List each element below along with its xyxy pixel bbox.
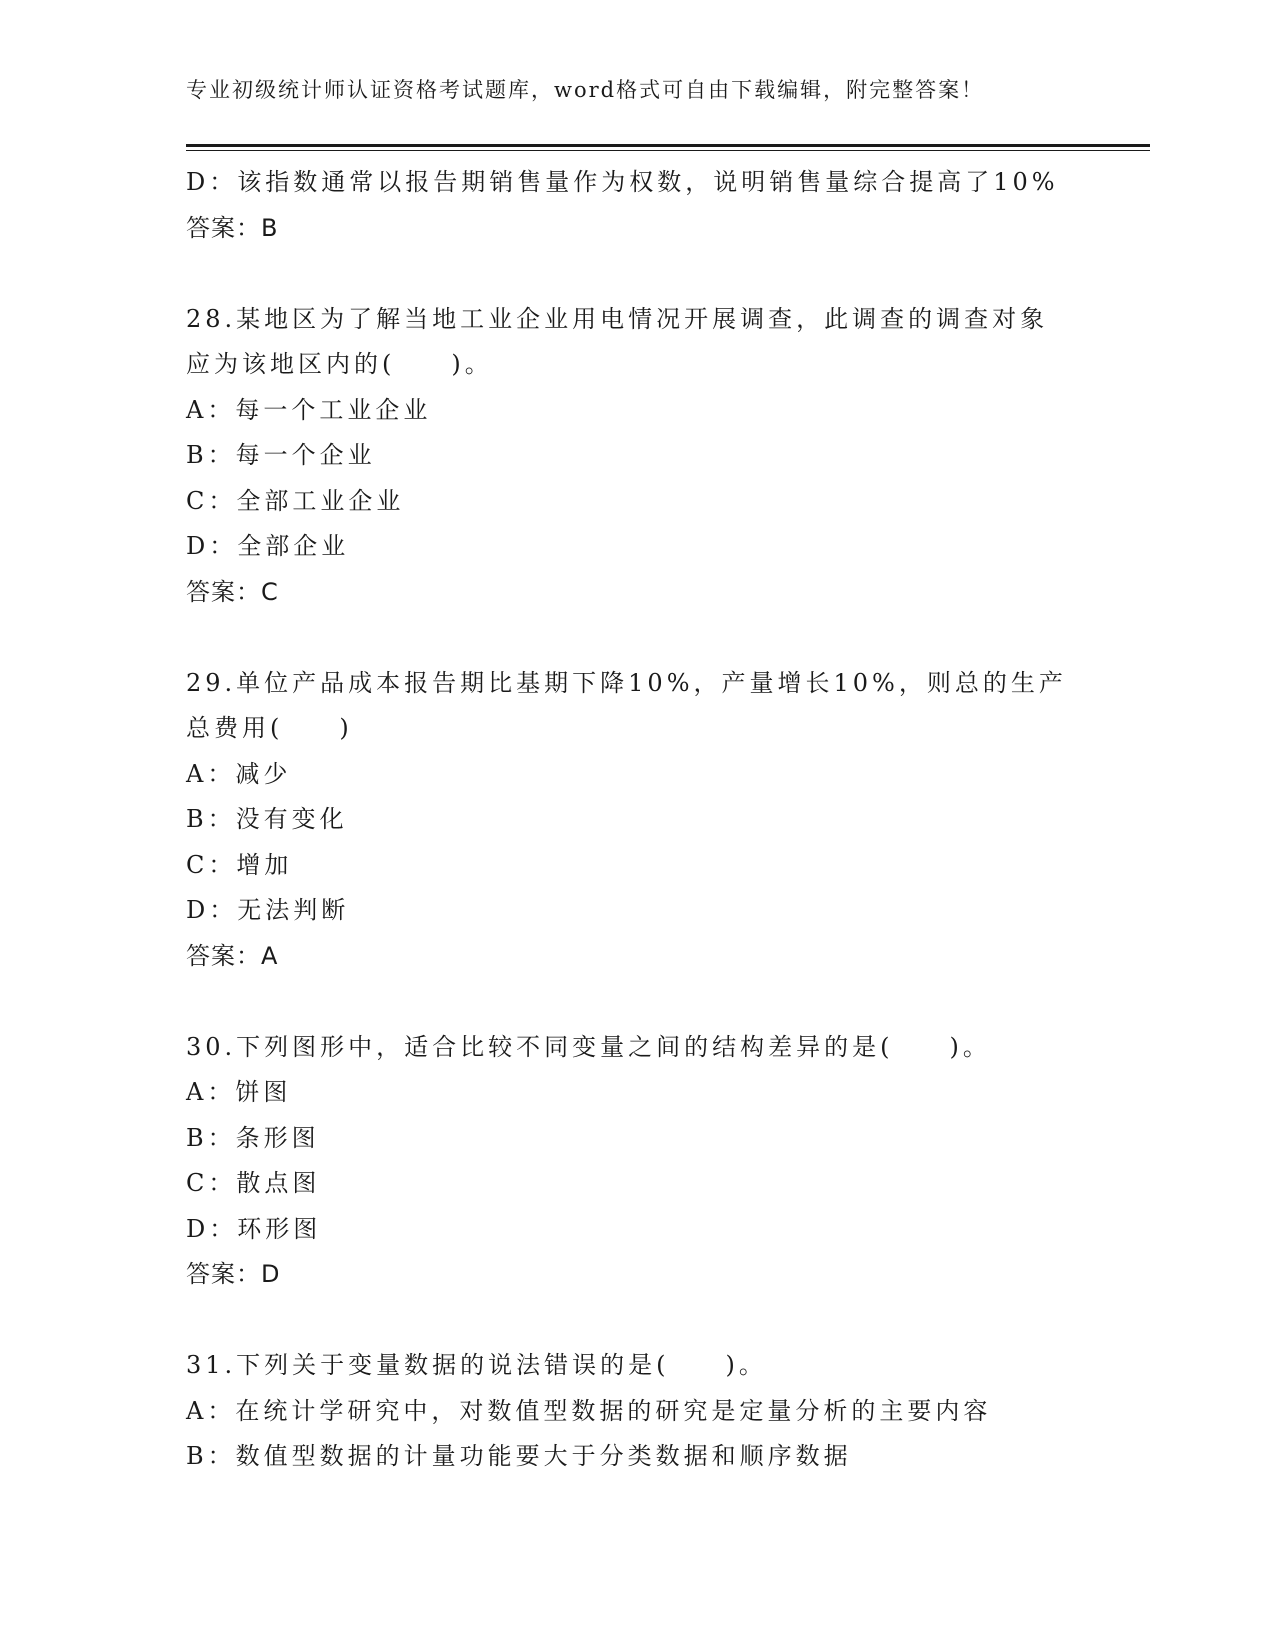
question-28 [186,297,1106,616]
option-a: A：减少 [186,759,292,788]
q27-option-d: D：该指数通常以报告期销售量作为权数，说明销售量综合提高了10% [186,168,1059,196]
question-stem-line: 应为该地区内的( )。 [186,350,493,378]
option-b: B：条形图 [186,1123,320,1152]
option-a: A：在统计学研究中，对数值型数据的研究是定量分析的主要内容 [186,1396,992,1425]
question-stem-line: 29.单位产品成本报告期比基期下降10%，产量增长10%，则总的生产 [186,668,1067,697]
document-body [186,160,1106,1480]
question-31 [186,1343,1106,1480]
question-stem-line: 30.下列图形中，适合比较不同变量之间的结构差异的是( )。 [186,1032,991,1061]
option-d: D：全部企业 [186,532,350,560]
answer: 答案：C [186,577,279,606]
header-rule-thin [186,150,1150,151]
question-stem-line: 28.某地区为了解当地工业企业用电情况开展调查，此调查的调查对象 [186,304,1049,333]
option-a: A：饼图 [186,1078,292,1106]
answer: 答案：A [186,941,279,970]
option-d: D：无法判断 [186,896,350,924]
option-b: B：没有变化 [186,805,348,833]
option-a: A：每一个工业企业 [186,395,432,424]
option-c: C：散点图 [186,1169,321,1197]
header-rule-thick [186,144,1150,147]
option-c: C：增加 [186,850,293,879]
question-stem-line: 总费用( ) [186,714,353,742]
question-30 [186,1025,1106,1298]
page-header: 专业初级统计师认证资格考试题库，word格式可自由下载编辑，附完整答案！ [186,78,985,102]
option-d: D：环形图 [186,1214,322,1243]
question-29 [186,661,1106,980]
answer: 答案：D [186,1260,281,1288]
question-stem-line: 31.下列关于变量数据的说法错误的是( )。 [186,1351,767,1379]
q27-answer: 答案：B [186,213,279,242]
option-b: B：每一个企业 [186,441,376,469]
option-b: B：数值型数据的计量功能要大于分类数据和顺序数据 [186,1442,852,1470]
option-c: C：全部工业企业 [186,486,405,515]
